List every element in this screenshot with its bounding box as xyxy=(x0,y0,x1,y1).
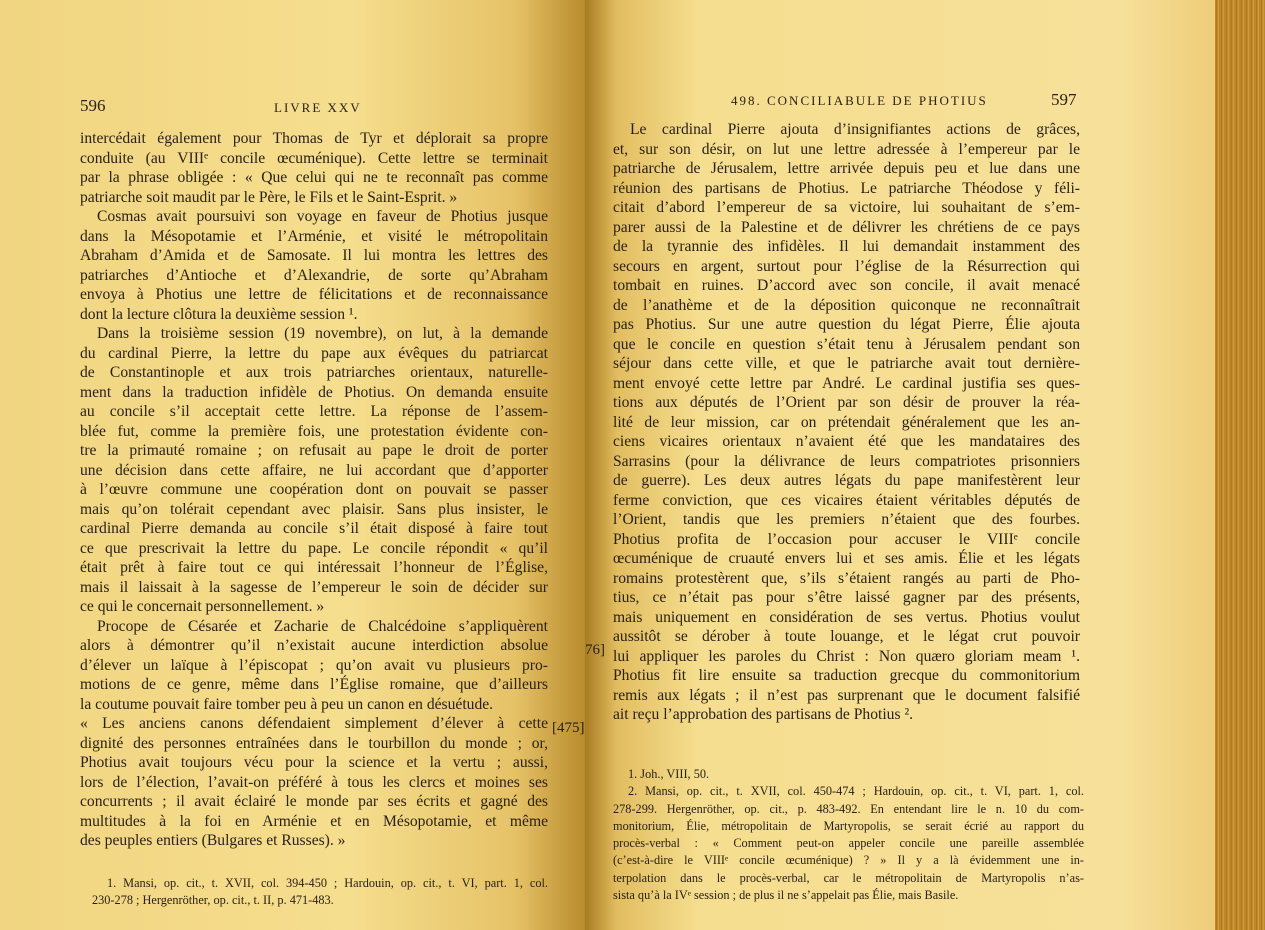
text-line: parer aussi de la Palestine et de délivrer les chrétiens de ce pays xyxy=(613,218,1080,236)
text-line: de Constantinople et aux trois patriarches orientaux, naturelle- xyxy=(80,364,548,381)
footnote-line: 278-299. Hergenröther, op. cit., p. 483-492. En entendant lire le n. 10 du com- xyxy=(613,801,1084,816)
text-line: Abraham d’Amida et de Samosate. Il lui montra les lettres des xyxy=(80,247,548,264)
text-line: ment dans la traduction infidèle de Photius. On demanda ensuite xyxy=(80,383,548,401)
footnote-line: procès-verbal : « Comment peut-on appeler concile une pareille assemblée xyxy=(613,836,1084,851)
right-footnotes xyxy=(613,766,1084,904)
footnote-line: 2. Mansi, op. cit., t. XVII, col. 450-474 ; Hardouin, op. cit., t. VI, part. 1, col. xyxy=(628,784,1084,799)
text-line: lité de leur mission, car on prétendait généralement que les an- xyxy=(613,413,1080,431)
text-line: lui appliquer les paroles du Christ : Non quæro gloriam meam ¹. xyxy=(613,647,1080,665)
left-body-text xyxy=(80,129,548,851)
footnote-line: sista qu’à la IVᵉ session ; de plus il ne s’appelait pas Élie, mais Basile. xyxy=(613,888,959,903)
text-line: à l’œuvre commune une coopération dont on pouvait se passer xyxy=(80,481,548,498)
text-line: multitudes à la foi en Arménie et en Mésopotamie, et même xyxy=(80,812,548,830)
text-line: Photius profita de l’occasion pour accuser le VIIIᵉ concile xyxy=(613,530,1080,548)
text-line: mais il laissait à la sagesse de l’empereur le soin de décider sur xyxy=(80,578,548,596)
text-line: une décision dans cette affaire, ne lui accordant que d’apporter xyxy=(80,461,548,479)
text-line: et, sur son désir, on lut une lettre adressée à l’empereur par le xyxy=(613,140,1080,158)
text-line: au concile s’il acceptait cette lettre. La réponse de l’assem- xyxy=(80,403,548,420)
text-line: patriarches d’Antioche et d’Alexandrie, de sorte qu’Abraham xyxy=(80,266,548,284)
text-line: réunion des partisans de Photius. Le patriarche Théodose y féli- xyxy=(613,179,1080,197)
text-line: dont la lecture clôtura la deuxième session ¹. xyxy=(80,305,358,323)
text-line: tions aux députés de l’Orient par son désir de prouver la réa- xyxy=(613,394,1080,411)
running-head-left: LIVRE XXV xyxy=(274,100,362,115)
running-head-right: 498. CONCILIABULE DE PHOTIUS xyxy=(731,93,988,108)
text-line: tombait en ruines. D’accord avec son concile, il avait menacé xyxy=(613,277,1080,294)
left-page xyxy=(0,0,585,930)
text-line: lors de l’élection, l’avait-on préféré à tous les clercs et moines ses xyxy=(80,773,548,791)
right-page xyxy=(585,0,1215,930)
text-line: ait reçu l’approbation des partisans de Photius ². xyxy=(613,706,914,723)
text-line: tre la primauté romaine ; on refusait au pape le droit de porter xyxy=(80,442,548,459)
text-line: « Les anciens canons défendaient simplement d’élever à cette xyxy=(80,715,548,732)
text-line: la coutume pouvait faire tomber peu à peu un canon en désuétude. xyxy=(80,695,494,713)
text-line: motions de ce genre, même dans l’Église romaine, que d’ailleurs xyxy=(80,676,548,693)
footnote-line: monitorium, Élie, métropolitain de Martyropolis, se serait écrié au rapport du xyxy=(613,818,1084,833)
text-line: Cosmas avait poursuivi son voyage en faveur de Photius jusque xyxy=(97,208,548,225)
text-line: conduite (au VIIIᵉ concile œcuménique). Cette lettre se terminait xyxy=(80,149,548,167)
text-line: pas Photius. Sur une autre question du légat Pierre, Élie ajouta xyxy=(613,316,1080,333)
text-line: remis aux légats ; il n’est pas surprenant que le document falsifié xyxy=(613,686,1080,704)
text-line: Photius fit lire ensuite sa traduction grecque du commonitorium xyxy=(613,667,1080,684)
text-line: ce qui le concernait personnellement. » xyxy=(80,598,325,615)
text-line: œcuménique de cruauté envers lui et ses amis. Élie et les légats xyxy=(613,550,1080,567)
text-line: ce que prescrivait la lettre du pape. Le concile répondit « qu’il xyxy=(80,539,548,557)
text-line: d’élever un laïque à l’épiscopat ; qu’on avait vu plusieurs pro- xyxy=(80,656,548,674)
page-number-left: 596 xyxy=(80,96,106,115)
text-line: Procope de Césarée et Zacharie de Chalcédoine s’appliquèrent xyxy=(97,617,548,635)
text-line: cardinal Pierre demanda au concile s’il était disposé à faire tout xyxy=(80,520,548,537)
text-line: Photius avait toujours vécu pour la science et la vertu ; aussi, xyxy=(80,754,548,771)
text-line: aussitôt se dérober à toute louange, et le légat crut pouvoir xyxy=(613,628,1080,645)
text-line: Le cardinal Pierre ajouta d’insignifiantes actions de grâces, xyxy=(630,121,1080,138)
text-line: Dans la troisième session (19 novembre), on lut, à la demande xyxy=(97,325,548,342)
text-line: concurrents ; il avait éclairé le monde par ses écrits et gagné des xyxy=(80,793,548,810)
footnote-line: 1. Mansi, op. cit., t. XVII, col. 394-450 ; Hardouin, op. cit., t. VI, part. 1, col. xyxy=(107,876,548,890)
text-line: l’Orient, tandis que les premiers n’étaient que des fourbes. xyxy=(613,511,1080,528)
footnote-line: 230-278 ; Hergenröther, op. cit., t. II, p. 471-483. xyxy=(92,893,334,908)
text-line: mais uniquement en considération de ses vertus. Photius voulut xyxy=(613,608,1080,626)
footnote-line: terpolation dans le procès-verbal, car le métropolitain de Martyropolis n’as- xyxy=(613,870,1084,885)
text-line: envoya à Photius une lettre de félicitations et de reconnaissance xyxy=(80,286,548,303)
text-line: citait d’abord l’empereur de sa victoire, lui souhaitant de s’em- xyxy=(613,199,1080,216)
text-line: blée fut, comme la première fois, une protestation évidente con- xyxy=(80,422,548,440)
text-line: de la tyrannie des infidèles. Il lui demandait instamment des xyxy=(613,238,1080,255)
text-line: mais qu’on tolérait cependant avec plaisir. Sans plus insister, le xyxy=(80,500,548,518)
text-line: que le concile en question s’était tenu à Jérusalem pendant son xyxy=(613,335,1080,353)
text-line: tius, ce n’était pas pour s’être laissé gagner par des présents, xyxy=(613,589,1080,606)
text-line: ment envoyé cette lettre par André. Le cardinal justifia ses ques- xyxy=(613,374,1080,392)
footnote-line: 1. Joh., VIII, 50. xyxy=(628,767,710,781)
text-line: séjour dans cette ville, et que le patriarche avait tout dernière- xyxy=(613,355,1080,372)
margin-page-mark-left: [475] xyxy=(552,720,585,736)
footnote-line: (c’est-à-dire le VIIIᵉ concile œcuménique) ? » Il y a là évidemment une in- xyxy=(613,853,1084,868)
right-body-text xyxy=(613,120,1080,725)
text-line: Sarrasins (pour la délivrance de leurs compatriotes prisonniers xyxy=(613,452,1080,470)
text-line: de l’anathème et de la déposition quiconque ne reconnaîtrait xyxy=(613,296,1080,314)
text-line: secours en argent, surtout pour l’église de la Résurrection qui xyxy=(613,257,1080,275)
text-line: par la phrase obligée : « Que celui qui ne te reconnaît pas comme xyxy=(80,169,548,186)
text-line: dans la Mésopotamie et l’Arménie, et visité le métropolitain xyxy=(80,227,548,245)
text-line: dignité des personnes entraînées dans le tourbillon du monde ; or, xyxy=(80,734,548,752)
text-line: était prêt à faire tout ce qui intéressait l’honneur de l’Église, xyxy=(80,559,548,576)
text-line: du cardinal Pierre, la lettre du pape aux évêques du patriarcat xyxy=(80,344,548,362)
text-line: ferme conviction, que ces vicaires étaient véritables députés de xyxy=(613,491,1080,509)
text-line: des peuples entiers (Bulgares et Russes). » xyxy=(80,832,346,849)
left-footnotes xyxy=(92,875,548,910)
page-edges xyxy=(1215,0,1265,930)
text-line: patriarche de Jérusalem, lettre arrivée depuis peu et lue dans une xyxy=(613,160,1080,177)
text-line: alors à démontrer qu’il n’existait aucune interdiction absolue xyxy=(80,637,548,654)
text-line: romains protestèrent que, s’ils s’étaient rangés au parti de Pho- xyxy=(613,569,1080,587)
text-line: de guerre). Les deux autres légats du pape manifestèrent leur xyxy=(613,472,1080,489)
text-line: intercédait également pour Thomas de Tyr et déplorait sa propre xyxy=(80,130,548,147)
page-number-right: 597 xyxy=(1051,90,1077,109)
text-line: patriarche soit maudit par le Père, le Fils et le Saint-Esprit. » xyxy=(80,188,458,206)
text-line: ciens vicaires orientaux n’avaient été que les mandataires des xyxy=(613,433,1080,450)
margin-page-mark-right: 76] xyxy=(585,642,605,658)
